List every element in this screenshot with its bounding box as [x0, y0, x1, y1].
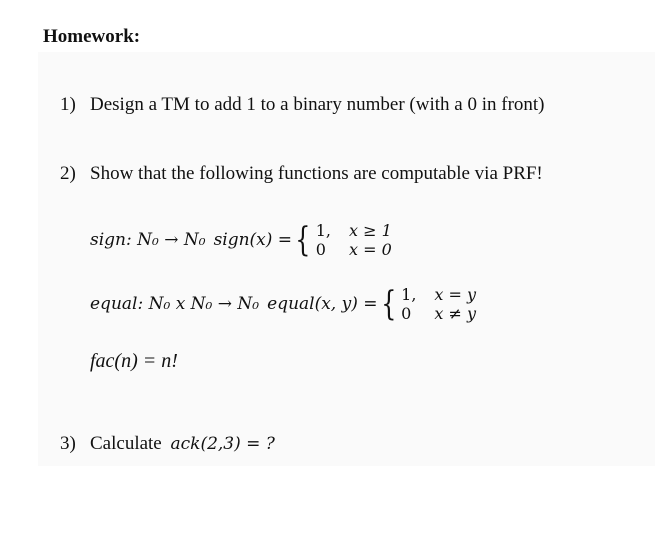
task-3-number: 3): [60, 433, 76, 454]
equal-cases: [401, 285, 476, 323]
task-2-number: 2): [60, 163, 76, 184]
equal-case-2-value: 0: [401, 304, 412, 323]
equal-signature: equal: N₀ x N₀ → N₀: [90, 294, 260, 314]
task-1-number: 1): [60, 94, 76, 115]
sign-case-1-condition: x ≥ 1: [348, 221, 392, 240]
task-3-math: ack(2,3) = ?: [170, 434, 275, 454]
task-1: [60, 94, 545, 116]
equal-definition: equal(x, y) =: [267, 294, 378, 314]
sign-signature: sign: N₀ → N₀: [90, 230, 206, 250]
task-3: [60, 433, 275, 455]
sign-case-2-condition: x = 0: [348, 240, 392, 259]
sign-brace: {: [295, 220, 311, 260]
task-2: [60, 163, 543, 185]
sign-cases: [316, 221, 392, 259]
sign-case-2-value: 0: [315, 240, 326, 259]
task-2-text: Show that the following functions are computable via PRF!: [90, 163, 543, 184]
task-3-text: Calculate: [90, 433, 162, 454]
sign-case-1-value: 1,: [315, 221, 331, 240]
fac-function: fac(n) = n!: [90, 350, 178, 372]
equal-case-1-value: 1,: [401, 285, 417, 304]
equal-case-1-condition: x = y: [434, 285, 477, 304]
equal-case-2-condition: x ≠ y: [434, 304, 477, 323]
sign-function: [90, 221, 392, 259]
task-1-text: Design a TM to add 1 to a binary number (with a 0 in front): [90, 94, 545, 115]
equal-function: [90, 285, 476, 323]
homework-heading: Homework:: [43, 26, 141, 47]
sign-definition: sign(x) =: [213, 230, 293, 250]
equal-brace: {: [380, 284, 396, 324]
